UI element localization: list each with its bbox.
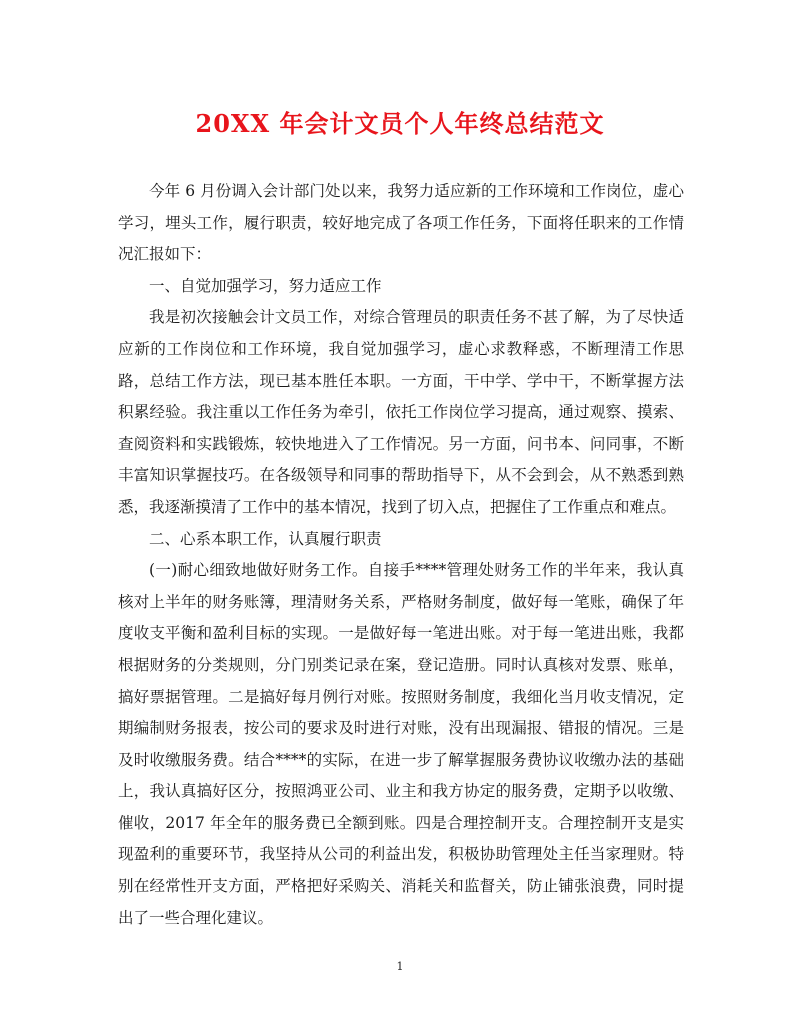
- section-heading-2: 二、心系本职工作，认真履行职责: [149, 529, 382, 548]
- paragraph-section-2: (一)耐心细致地做好财务工作。自接手****管理处财务工作的半年来，我认真核对上半年的财务账簿，理清财务关系，严格财务制度，做好每一笔账，确保了年度收支平衡和盈利目标的实现。一是做好每一笔进出账。对于每一笔进出账，我都根据财务的分类规则，分门别类记录在案，登记造册。同时认真核对发票、账单，搞好票据管理。二是搞好每月例行对账。按照财务制度，我细化当月收支情况，定期编制财务报表，按公司的要求及时进行对账，没有出现漏报、错报的情况。三是及时收缴服务费。结合****的实际，在进一步了解掌握服务费协议收缴办法的基础上，我认真搞好区分，按照鸿亚公司、业主和我方协定的服务费，定期予以收缴、催收，2017 年全年的服务费已全额到账。四是合理控制开支。合理控制开支是实现盈利的重要环节，我坚持从公司的利益出发，积极协助管理处主任当家理财。特别在经常性开支方面，严格把好采购关、消耗关和监督关，防止铺张浪费，同时提出了一些合理化建议。: [118, 561, 684, 927]
- document-body: [118, 176, 684, 934]
- page-number: 1: [396, 960, 404, 973]
- section-heading-1: 一、自觉加强学习，努力适应工作: [149, 276, 382, 295]
- paragraph-section-1: 我是初次接触会计文员工作，对综合管理员的职责任务不甚了解，为了尽快适应新的工作岗位和工作环境，我自觉加强学习，虚心求教释惑，不断理清工作思路，总结工作方法，现已基本胜任本职。一方面，干中学、学中干，不断掌握方法积累经验。我注重以工作任务为牵引，依托工作岗位学习提高，通过观察、摸索、查阅资料和实践锻炼，较快地进入了工作情况。另一方面，问书本、问同事，不断丰富知识掌握技巧。在各级领导和同事的帮助指导下，从不会到会，从不熟悉到熟悉，我逐渐摸清了工作中的基本情况，找到了切入点，把握住了工作重点和难点。: [118, 308, 684, 516]
- paragraph-intro: 今年 6 月份调入会计部门处以来，我努力适应新的工作环境和工作岗位，虚心学习，埋头工作，履行职责，较好地完成了各项工作任务，下面将任职来的工作情况汇报如下：: [118, 182, 684, 264]
- document-title: 20XX 年会计文员个人年终总结范文: [195, 109, 605, 138]
